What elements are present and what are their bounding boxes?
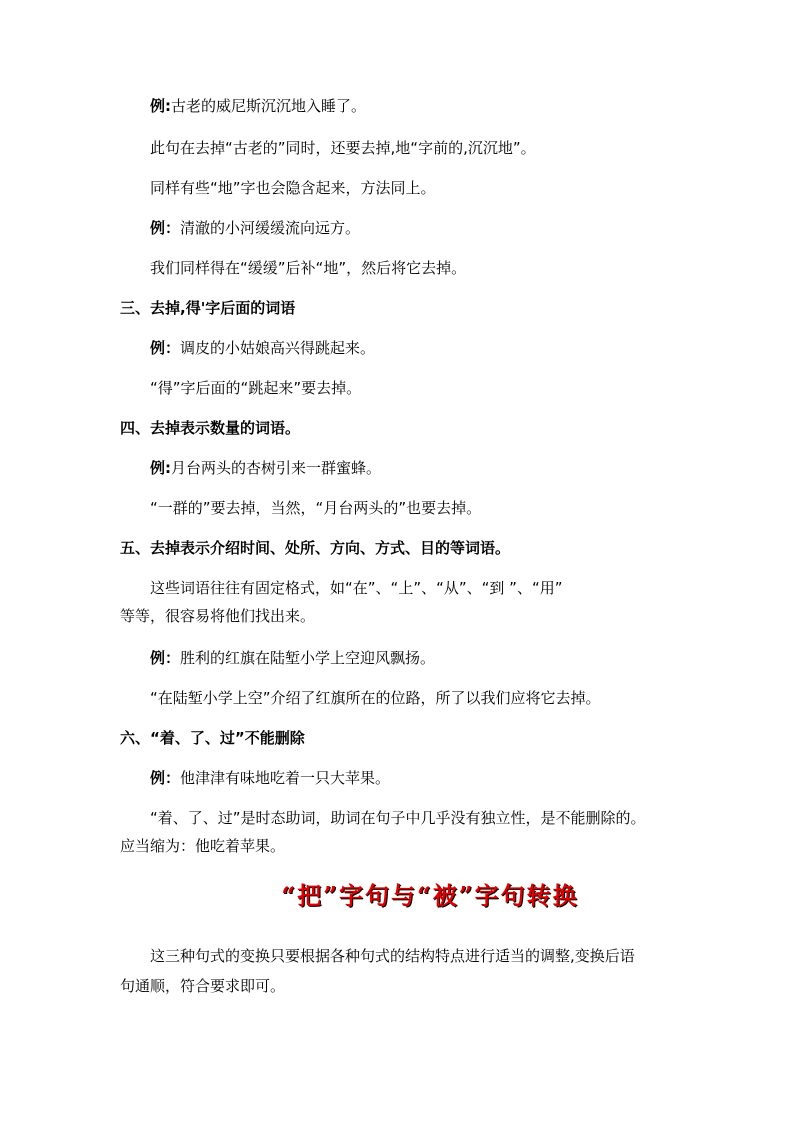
example-label: 例： — [150, 649, 181, 667]
paragraph-line: 等等，很容易将他们找出来。 — [120, 607, 316, 625]
paragraph-line: 此句在去掉“古老的”同时，还要去掉,地“字前的,沉沉地”。 — [150, 139, 536, 157]
example-label: 例: — [150, 97, 171, 115]
example-text: 胜利的红旗在陆堑小学上空迎风飘扬。 — [180, 649, 436, 667]
example-label: 例： — [150, 339, 181, 357]
section-heading: 六、“着、了、过”不能删除 — [120, 729, 305, 747]
paragraph-line: “一群的”要去掉，当然，“月台两头的”也要去掉。 — [150, 499, 482, 517]
example-line — [150, 96, 680, 116]
example-label: 例： — [150, 769, 181, 787]
section-title: “把”字句与“被”字句转换 — [281, 881, 579, 910]
section-heading: 五、去掉表示介绍时间、处所、方向、方式、目的等词语。 — [120, 539, 511, 557]
example-text: 月台两头的杏树引来一群蜜蜂。 — [171, 459, 382, 477]
example-text: 他津津有味地吃着一只大苹果。 — [180, 769, 391, 787]
paragraph-line: 这三种句式的变换只要根据各种句式的结构特点进行适当的调整,变换后语 — [150, 947, 635, 965]
paragraph-line: 应当缩为：他吃着苹果。 — [120, 837, 286, 855]
example-line — [150, 218, 680, 238]
paragraph-line: “在陆堑小学上空”介绍了红旗所在的位路，所了以我们应将它去掉。 — [150, 689, 601, 707]
example-text: 调皮的小姑娘高兴得跳起来。 — [180, 339, 376, 357]
section-heading: 四、去掉表示数量的词语。 — [120, 419, 301, 437]
example-label: 例： — [150, 219, 181, 237]
example-line — [150, 648, 680, 668]
paragraph-line: 这些词语往往有固定格式，如“在”、“上”、“从”、“到 ”、“用” — [150, 579, 563, 597]
example-line — [150, 458, 680, 478]
section-heading: 三、去掉,得'字后面的词语 — [120, 299, 296, 317]
example-text: 古老的威尼斯沉沉地入睡了。 — [171, 97, 367, 115]
paragraph-line: “得”字后面的“跳起来”要去掉。 — [150, 379, 362, 397]
paragraph-line: “着、了、过”是时态助词，助词在句子中几乎没有独立性，是不能删除的。 — [150, 809, 646, 827]
example-label: 例: — [150, 459, 171, 477]
example-line — [150, 768, 680, 788]
paragraph-line: 我们同样得在“缓缓”后补“地”，然后将它去掉。 — [150, 259, 467, 277]
example-line — [150, 338, 680, 358]
paragraph-line: 同样有些“地”字也会隐含起来，方法同上。 — [150, 179, 436, 197]
example-text: 清澈的小河缓缓流向远方。 — [180, 219, 361, 237]
paragraph-line: 句通顺，符合要求即可。 — [120, 977, 286, 995]
